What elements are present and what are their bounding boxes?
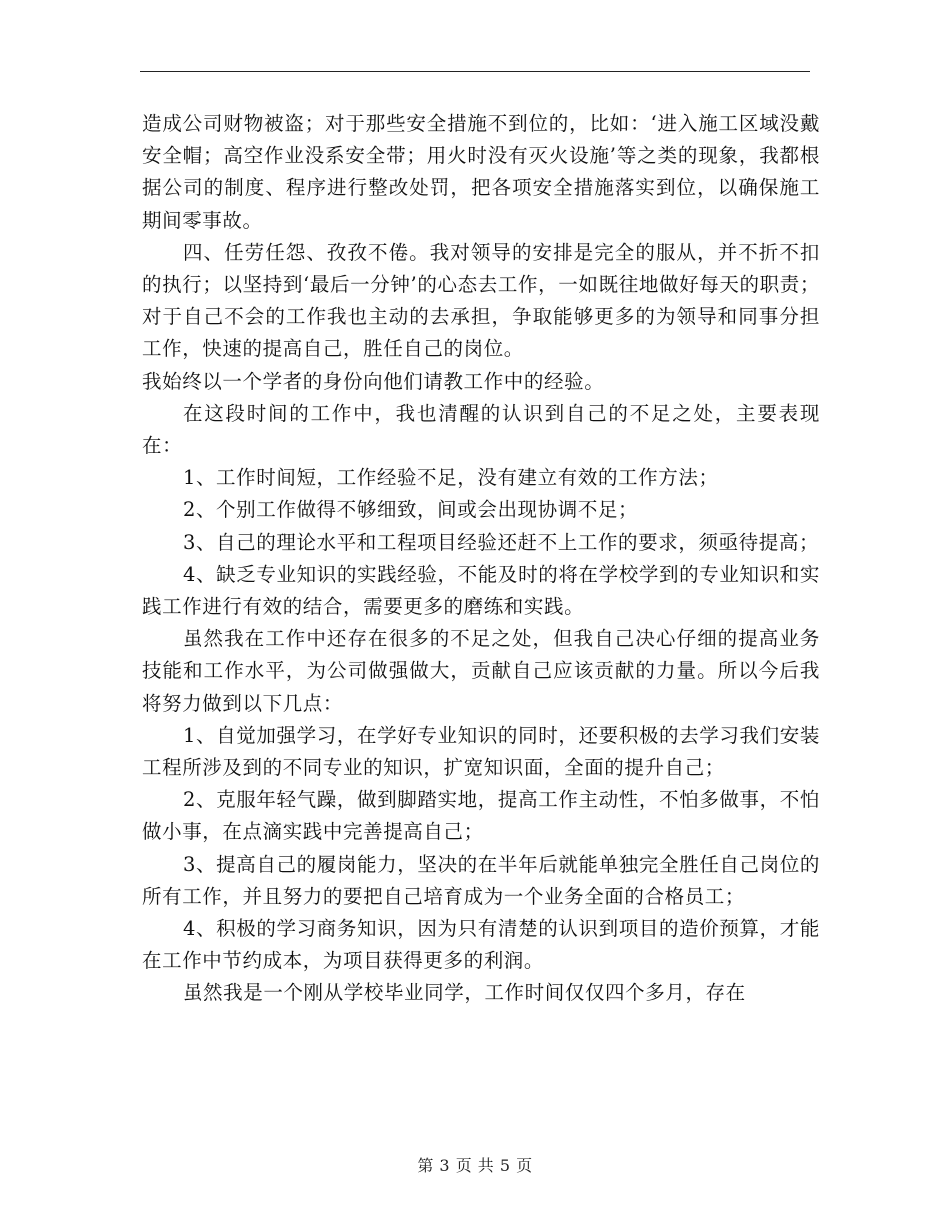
page-footer [0,1153,950,1176]
header-rule [140,71,810,72]
paragraph-8: 虽然我在工作中还存在很多的不足之处，但我自己决心仔细的提高业务技能和工作水平，为公司做强做大，贡献自己应该贡献的力量。所以今后我将努力做到以下几点： [142,627,820,715]
paragraph-10: 2、克服年轻气躁，做到脚踏实地，提高工作主动性，不怕多做事，不怕做小事，在点滴实践中完善提高自己； [142,788,820,844]
footer-middle: 页 共 [455,1156,495,1175]
footer-prefix: 第 [417,1156,434,1175]
footer-total-pages: 5 [499,1156,511,1175]
footer-page-number: 3 [439,1156,451,1175]
paragraph-7: 4、缺乏专业知识的实践经验，不能及时的将在学校学到的专业知识和实践工作进行有效的结合，需要更多的磨练和实践。 [142,562,820,619]
paragraph-5: 2、个别工作做得不够细致，间或会出现协调不足； [182,498,639,522]
paragraph-13: 虽然我是一个刚从学校毕业同学，工作时间仅仅四个多月，存在 [182,981,746,1005]
paragraph-11: 3、提高自己的履岗能力，坚决的在半年后就能单独完全胜任自己岗位的所有工作，并且努力的要把自己培育成为一个业务全面的合格员工； [142,852,820,908]
paragraph-9: 1、自觉加强学习，在学好专业知识的同时，还要积极的去学习我们安装工程所涉及到的不同专业的知识，扩宽知识面，全面的提升自己； [142,723,820,780]
paragraph-2: 四、任劳任怨、孜孜不倦。我对领导的安排是完全的服从，并不折不扣的执行；以坚持到‘最后一分钟’的心态去工作，一如既往地做好每天的职责；对于自己不会的工作我也主动的去承担，争取能够更多的为领导和同事分担工作，快速的提高自己，胜任自己的岗位。 我始终以一个学者的身份向他们请教工作中的经验。 [142,240,820,393]
paragraph-3: 在这段时间的工作中，我也清醒的认识到自己的不足之处，主要表现在： [142,401,820,458]
paragraph-12: 4、积极的学习商务知识，因为只有清楚的认识到项目的造价预算，才能在工作中节约成本，为项目获得更多的利润。 [142,917,820,973]
paragraph-6: 3、自己的理论水平和工程项目经验还赶不上工作的要求，须亟待提高； [182,530,820,554]
body-text [142,108,820,1010]
paragraph-1: 造成公司财物被盗；对于那些安全措施不到位的，比如：‘进入施工区域没戴安全帽；高空作业没系安全带；用火时没有灭火设施’等之类的现象，我都根据公司的制度、程序进行整改处罚，把各项安全措施落实到位，以确保施工期间零事故。 [142,112,820,232]
paragraph-4: 1、工作时间短，工作经验不足，没有建立有效的工作方法； [182,466,719,490]
footer-suffix: 页 [516,1156,533,1175]
